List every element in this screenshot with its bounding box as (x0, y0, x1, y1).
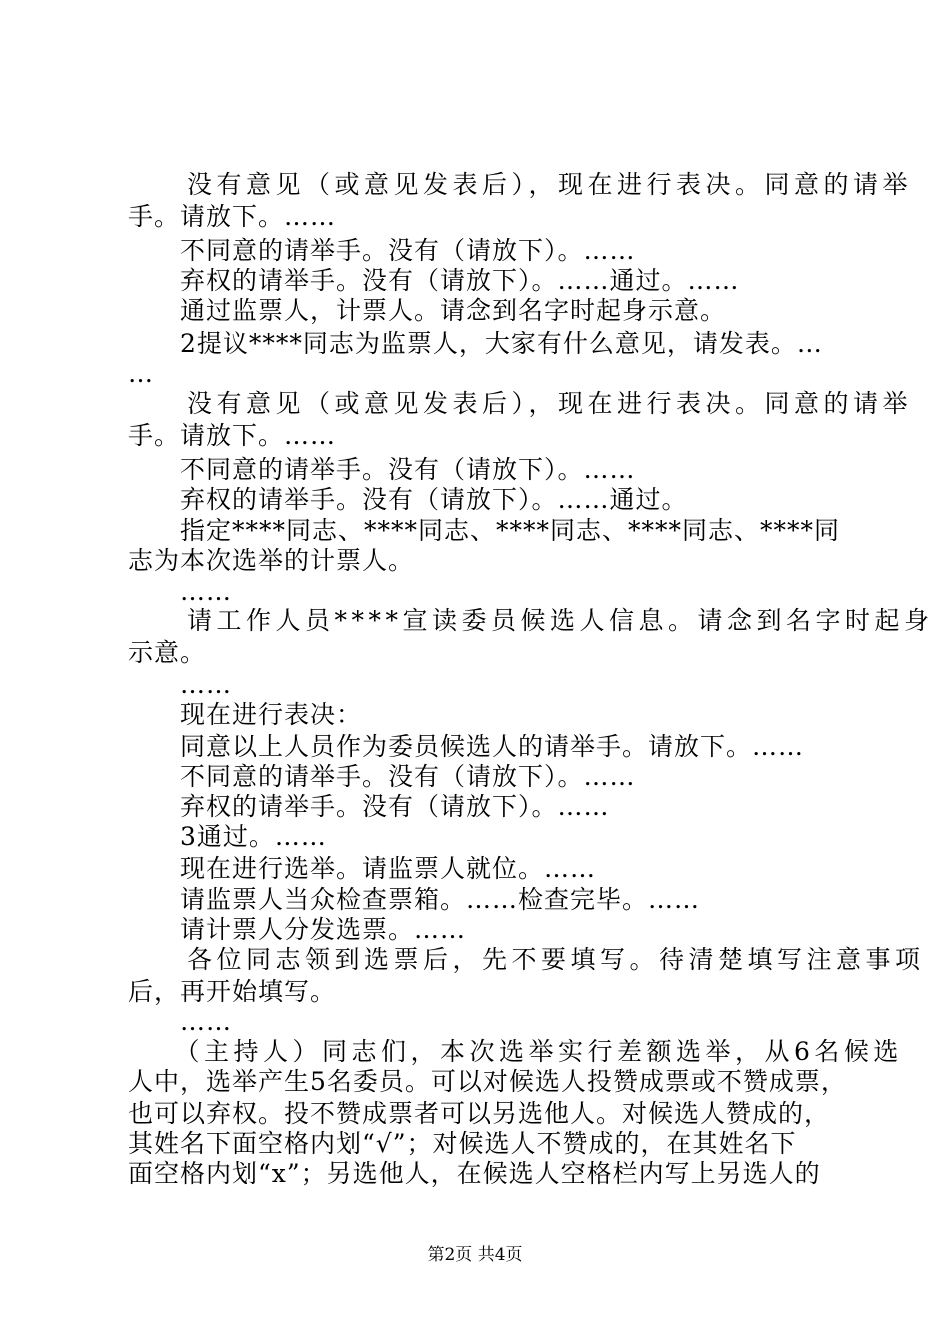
text-line: 弃权的请举手。没有（请放下）。…… (128, 792, 610, 821)
text-line: 弃权的请举手。没有（请放下）。……通过。…… (128, 266, 740, 295)
text-line: …… (128, 670, 233, 699)
text-line: 也可以弃权。投不赞成票者可以另选他人。对候选人赞成的， (128, 1099, 831, 1128)
text-line: 现在进行表决： (128, 700, 363, 729)
text-line: 不同意的请举手。没有（请放下）。…… (128, 236, 636, 265)
text-line: 现在进行选举。请监票人就位。…… (128, 854, 597, 883)
text-line: 3通过。…… (128, 822, 327, 851)
text-line: 请计票人分发选票。…… (128, 915, 467, 944)
text-line: 面空格内划“x”；另选他人，在候选人空格栏内写上另选人的 (128, 1159, 821, 1188)
text-line: 同意以上人员作为委员候选人的请举手。请放下。…… (128, 732, 805, 761)
text-line: 各位同志领到选票后，先不要填写。待清楚填写注意事项 (128, 945, 925, 974)
text-line: （主持人）同志们，本次选举实行差额选举，从6名候选 (128, 1037, 903, 1066)
text-line: 手。请放下。…… (128, 421, 337, 450)
text-line: 没有意见（或意见发表后），现在进行表决。同意的请举 (128, 170, 913, 199)
text-line: 不同意的请举手。没有（请放下）。…… (128, 455, 636, 484)
text-line: 志为本次选举的计票人。 (128, 546, 415, 575)
text-line: 请监票人当众检查票箱。……检查完毕。…… (128, 885, 701, 914)
text-line: …… (128, 577, 233, 606)
text-line: 示意。 (128, 638, 207, 667)
text-line: 后，再开始填写。 (128, 977, 337, 1006)
text-line: 指定****同志、****同志、****同志、****同志、****同 (128, 516, 841, 545)
text-line: 人中，选举产生5名委员。可以对候选人投赞成票或不赞成票， (128, 1067, 847, 1096)
text-line: 手。请放下。…… (128, 202, 337, 231)
text-line: 2提议****同志为监票人，大家有什么意见，请发表。… (128, 329, 823, 358)
text-line: 没有意见（或意见发表后），现在进行表决。同意的请举 (128, 389, 913, 418)
text-line: 弃权的请举手。没有（请放下）。……通过。 (128, 485, 688, 514)
text-line: 其姓名下面空格内划“√”；对候选人不赞成的，在其姓名下 (128, 1129, 797, 1158)
text-line: 不同意的请举手。没有（请放下）。…… (128, 762, 636, 791)
text-line: 请工作人员****宣读委员候选人信息。请念到名字时起身 (128, 606, 934, 635)
text-line: …… (128, 1007, 233, 1036)
text-line: 通过监票人，计票人。请念到名字时起身示意。 (128, 296, 727, 325)
page-footer: 第2页 共4页 (427, 1245, 523, 1265)
text-line: … (128, 359, 154, 388)
